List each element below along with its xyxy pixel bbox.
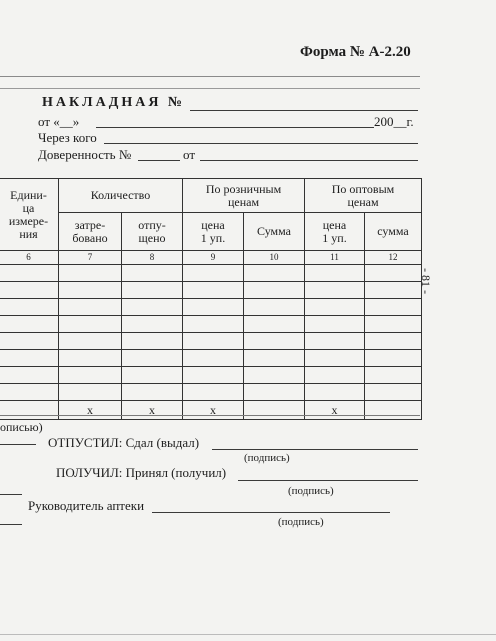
table-cell[interactable] xyxy=(183,384,244,401)
table-cell[interactable] xyxy=(0,350,59,367)
total-cell-mark: х xyxy=(59,401,122,420)
received-signature-hint: (подпись) xyxy=(288,485,334,497)
head-left-line xyxy=(0,524,22,525)
table-cell[interactable] xyxy=(0,265,59,282)
table-row xyxy=(0,299,422,316)
table-cell[interactable] xyxy=(122,265,183,282)
table-cell[interactable] xyxy=(59,265,122,282)
received-signature-field[interactable] xyxy=(238,480,418,481)
table-cell[interactable] xyxy=(59,299,122,316)
table-row xyxy=(0,367,422,384)
table-cell[interactable] xyxy=(183,316,244,333)
table-row xyxy=(0,282,422,299)
table-cell[interactable] xyxy=(59,333,122,350)
table-cell[interactable] xyxy=(305,299,365,316)
received-label: ПОЛУЧИЛ: Принял (получил) xyxy=(56,465,227,480)
head-signature-hint: (подпись) xyxy=(278,516,324,528)
head-label: Руководитель аптеки xyxy=(28,498,145,513)
form-code: Форма № А-2.20 xyxy=(300,44,411,60)
table-cell[interactable] xyxy=(244,384,305,401)
table-cell[interactable] xyxy=(305,282,365,299)
page-number: - 81 - xyxy=(419,268,433,294)
col-unit-header: Едини- ца измере- ния xyxy=(0,179,59,251)
total-cell-mark: х xyxy=(305,401,365,420)
table-cell[interactable] xyxy=(365,333,422,350)
total-cell[interactable] xyxy=(244,401,305,420)
table-cell[interactable] xyxy=(365,350,422,367)
total-cell xyxy=(0,401,59,420)
table-cell[interactable] xyxy=(122,299,183,316)
table-cell[interactable] xyxy=(0,316,59,333)
head-signature-field[interactable] xyxy=(152,512,390,513)
table-cell[interactable] xyxy=(244,333,305,350)
retail-price-header: цена 1 уп. xyxy=(183,213,244,251)
table-cell[interactable] xyxy=(59,316,122,333)
via-field[interactable] xyxy=(104,143,418,144)
top-rule xyxy=(0,76,420,77)
table-row xyxy=(0,384,422,401)
column-number: 12 xyxy=(365,251,422,265)
table-cell[interactable] xyxy=(122,384,183,401)
table-cell[interactable] xyxy=(122,316,183,333)
table-cell[interactable] xyxy=(183,265,244,282)
table-cell[interactable] xyxy=(365,316,422,333)
table-cell[interactable] xyxy=(183,367,244,384)
table-cell[interactable] xyxy=(365,384,422,401)
retail-sum-header: Сумма xyxy=(244,213,305,251)
table-cell[interactable] xyxy=(183,333,244,350)
total-cell-mark: х xyxy=(183,401,244,420)
column-number: 8 xyxy=(122,251,183,265)
column-number: 10 xyxy=(244,251,305,265)
table-cell[interactable] xyxy=(0,282,59,299)
proxy-from-label: от xyxy=(183,147,196,162)
table-cell[interactable] xyxy=(183,299,244,316)
table-cell[interactable] xyxy=(365,367,422,384)
table-cell[interactable] xyxy=(59,367,122,384)
column-number: 9 xyxy=(183,251,244,265)
retail-group-header: По розничным ценам xyxy=(183,179,305,213)
table-cell[interactable] xyxy=(244,265,305,282)
table-cell[interactable] xyxy=(365,299,422,316)
proxy-label: Доверенность № xyxy=(38,147,132,162)
released-label: ОТПУСТИЛ: Сдал (выдал) xyxy=(48,435,200,450)
top-rule-2 xyxy=(0,88,420,89)
number-field[interactable] xyxy=(190,110,418,111)
column-number: 7 xyxy=(59,251,122,265)
wholesale-price-header: цена 1 уп. xyxy=(305,213,365,251)
table-cell[interactable] xyxy=(183,350,244,367)
table-row xyxy=(0,316,422,333)
column-number: 11 xyxy=(305,251,365,265)
table-cell[interactable] xyxy=(305,265,365,282)
requested-header: затре- бовано xyxy=(59,213,122,251)
proxy-date-field[interactable] xyxy=(200,160,418,161)
table-cell[interactable] xyxy=(0,299,59,316)
after-table-rule xyxy=(0,415,420,416)
document-title: НАКЛАДНАЯ № xyxy=(42,95,186,110)
table-cell[interactable] xyxy=(305,384,365,401)
table-cell[interactable] xyxy=(0,333,59,350)
column-number: 6 xyxy=(0,251,59,265)
received-left-line xyxy=(0,494,22,495)
table-cell[interactable] xyxy=(122,333,183,350)
table-cell[interactable] xyxy=(122,350,183,367)
invoice-table xyxy=(0,178,422,420)
date-field[interactable] xyxy=(96,127,374,128)
column-number-row xyxy=(0,251,422,265)
table-cell[interactable] xyxy=(305,350,365,367)
quantity-group-header: Количество xyxy=(59,179,183,213)
table-cell[interactable] xyxy=(122,282,183,299)
released-signature-field[interactable] xyxy=(212,449,418,450)
proxy-number-field[interactable] xyxy=(138,160,180,161)
table-cell[interactable] xyxy=(365,282,422,299)
table-cell[interactable] xyxy=(0,384,59,401)
table-cell[interactable] xyxy=(59,282,122,299)
via-label: Через кого xyxy=(38,130,97,145)
released-header: отпу- щено xyxy=(122,213,183,251)
date-label: от «__» xyxy=(38,114,80,129)
table-cell[interactable] xyxy=(59,384,122,401)
table-cell[interactable] xyxy=(244,299,305,316)
table-row xyxy=(0,350,422,367)
left-fragment-text: описью) xyxy=(0,420,43,434)
table-cell[interactable] xyxy=(365,265,422,282)
year-label: 200__г. xyxy=(374,114,414,129)
left-fragment-line xyxy=(0,444,36,445)
table-cell[interactable] xyxy=(305,316,365,333)
table-cell[interactable] xyxy=(122,367,183,384)
table-cell[interactable] xyxy=(0,367,59,384)
table-cell[interactable] xyxy=(244,282,305,299)
table-cell[interactable] xyxy=(244,367,305,384)
wholesale-group-header: По оптовым ценам xyxy=(305,179,422,213)
table-row xyxy=(0,333,422,350)
table-row xyxy=(0,265,422,282)
page-bottom-edge xyxy=(0,634,496,635)
table-cell[interactable] xyxy=(305,367,365,384)
table-cell[interactable] xyxy=(59,350,122,367)
table-cell[interactable] xyxy=(305,333,365,350)
table-cell[interactable] xyxy=(183,282,244,299)
wholesale-sum-header: сумма xyxy=(365,213,422,251)
total-cell[interactable] xyxy=(365,401,422,420)
total-row xyxy=(0,401,422,420)
total-cell-mark: х xyxy=(122,401,183,420)
table-cell[interactable] xyxy=(244,350,305,367)
released-signature-hint: (подпись) xyxy=(244,452,290,464)
table-cell[interactable] xyxy=(244,316,305,333)
